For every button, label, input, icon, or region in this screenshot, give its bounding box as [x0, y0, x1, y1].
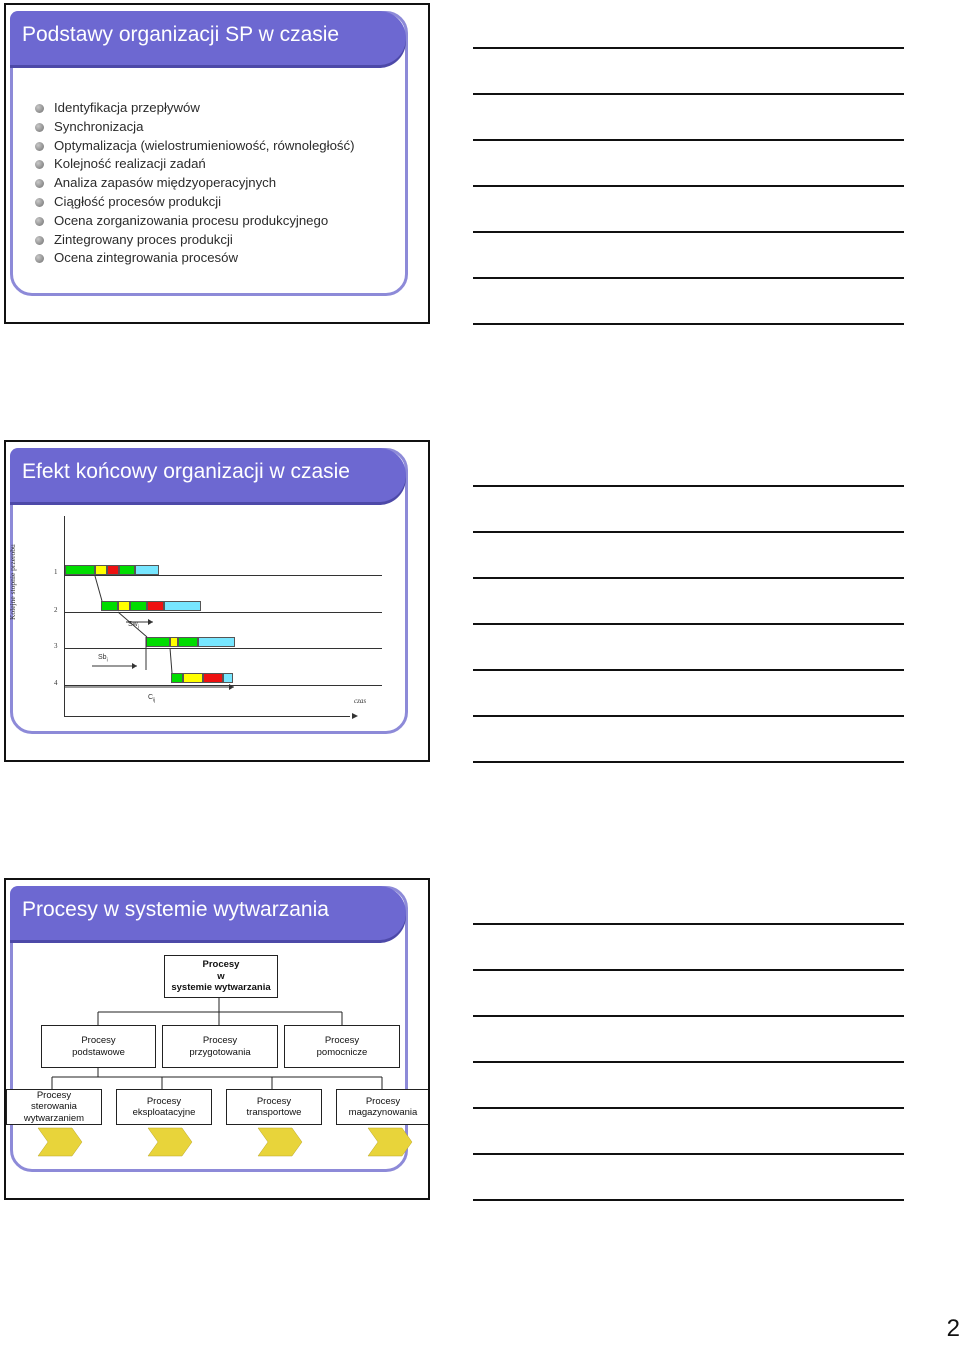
bullet-dot-icon	[35, 236, 44, 245]
note-line	[473, 323, 904, 325]
note-line	[473, 1199, 904, 1201]
bullet-dot-icon	[35, 217, 44, 226]
note-line	[473, 231, 904, 233]
bullet-item: Analiza zapasów międzyoperacyjnych	[34, 174, 355, 193]
org-box-eksploatacyjne: Procesy eksploatacyjne	[116, 1089, 212, 1125]
stage-label-2: 2	[54, 606, 58, 614]
bullet-dot-icon	[35, 160, 44, 169]
note-line	[473, 761, 904, 763]
sw-label: $Sw_i$	[128, 621, 139, 631]
org-box-transportowe: Procesy transportowe	[226, 1089, 322, 1125]
bullet-item: Ciągłość procesów produkcji	[34, 193, 355, 212]
note-line	[473, 1153, 904, 1155]
sb-label: $Sb_i$	[98, 654, 108, 664]
note-line	[473, 969, 904, 971]
note-line	[473, 1061, 904, 1063]
note-line	[473, 1015, 904, 1017]
note-line	[473, 1107, 904, 1109]
org-box-przygotowania: Procesy przygotowania	[162, 1025, 278, 1068]
bullet-dot-icon	[35, 123, 44, 132]
slide-1	[4, 3, 430, 324]
bullet-item: Zintegrowany proces produkcji	[34, 231, 355, 250]
bullet-dot-icon	[35, 198, 44, 207]
note-line	[473, 669, 904, 671]
bullet-item: Optymalizacja (wielostrumieniowość, równoległość)	[34, 137, 355, 156]
bullet-dot-icon	[35, 142, 44, 151]
note-line	[473, 47, 904, 49]
bullet-dot-icon	[35, 179, 44, 188]
note-line	[473, 623, 904, 625]
slide-2	[4, 440, 430, 762]
bullet-item: Kolejność realizacji zadań	[34, 155, 355, 174]
note-line	[473, 531, 904, 533]
bullet-dot-icon	[35, 104, 44, 113]
org-box-pomocnicze: Procesy pomocnicze	[284, 1025, 400, 1068]
bullet-item: Identyfikacja przepływów	[34, 99, 355, 118]
org-box-sterowania: Procesy sterowania wytwarzaniem	[6, 1089, 102, 1125]
slide-title: Procesy w systemie wytwarzania	[22, 898, 329, 921]
note-line	[473, 485, 904, 487]
org-box-magazynowania: Procesy magazynowania	[336, 1089, 430, 1125]
connector-lines	[6, 442, 430, 762]
note-line	[473, 139, 904, 141]
bullet-item: Ocena zorganizowania procesu produkcyjnego	[34, 212, 355, 231]
x-axis-label: czas	[354, 697, 367, 705]
bullet-item: Ocena zintegrowania procesów	[34, 249, 355, 268]
bullet-list	[34, 99, 355, 268]
note-line	[473, 715, 904, 717]
c-label: $C_{ij}$	[148, 694, 156, 704]
note-line	[473, 277, 904, 279]
note-line	[473, 93, 904, 95]
page-number: 2	[946, 1315, 960, 1342]
slide-title-bar	[10, 11, 406, 65]
note-line	[473, 923, 904, 925]
slide-3	[4, 878, 430, 1200]
stage-label-4: 4	[54, 679, 58, 687]
stage-label-1: 1	[54, 568, 58, 576]
note-line	[473, 577, 904, 579]
slide-title: Podstawy organizacji SP w czasie	[22, 23, 340, 46]
bullet-item: Synchronizacja	[34, 118, 355, 137]
org-box-podstawowe: Procesy podstawowe	[41, 1025, 156, 1068]
slide-title: Efekt końcowy organizacji w czasie	[22, 460, 350, 483]
note-line	[473, 185, 904, 187]
org-root-box: Procesy w systemie wytwarzania	[164, 955, 278, 998]
stage-label-3: 3	[54, 642, 58, 650]
y-axis-label: Kolejne stopnie przerobu	[8, 544, 17, 620]
bullet-dot-icon	[35, 254, 44, 263]
